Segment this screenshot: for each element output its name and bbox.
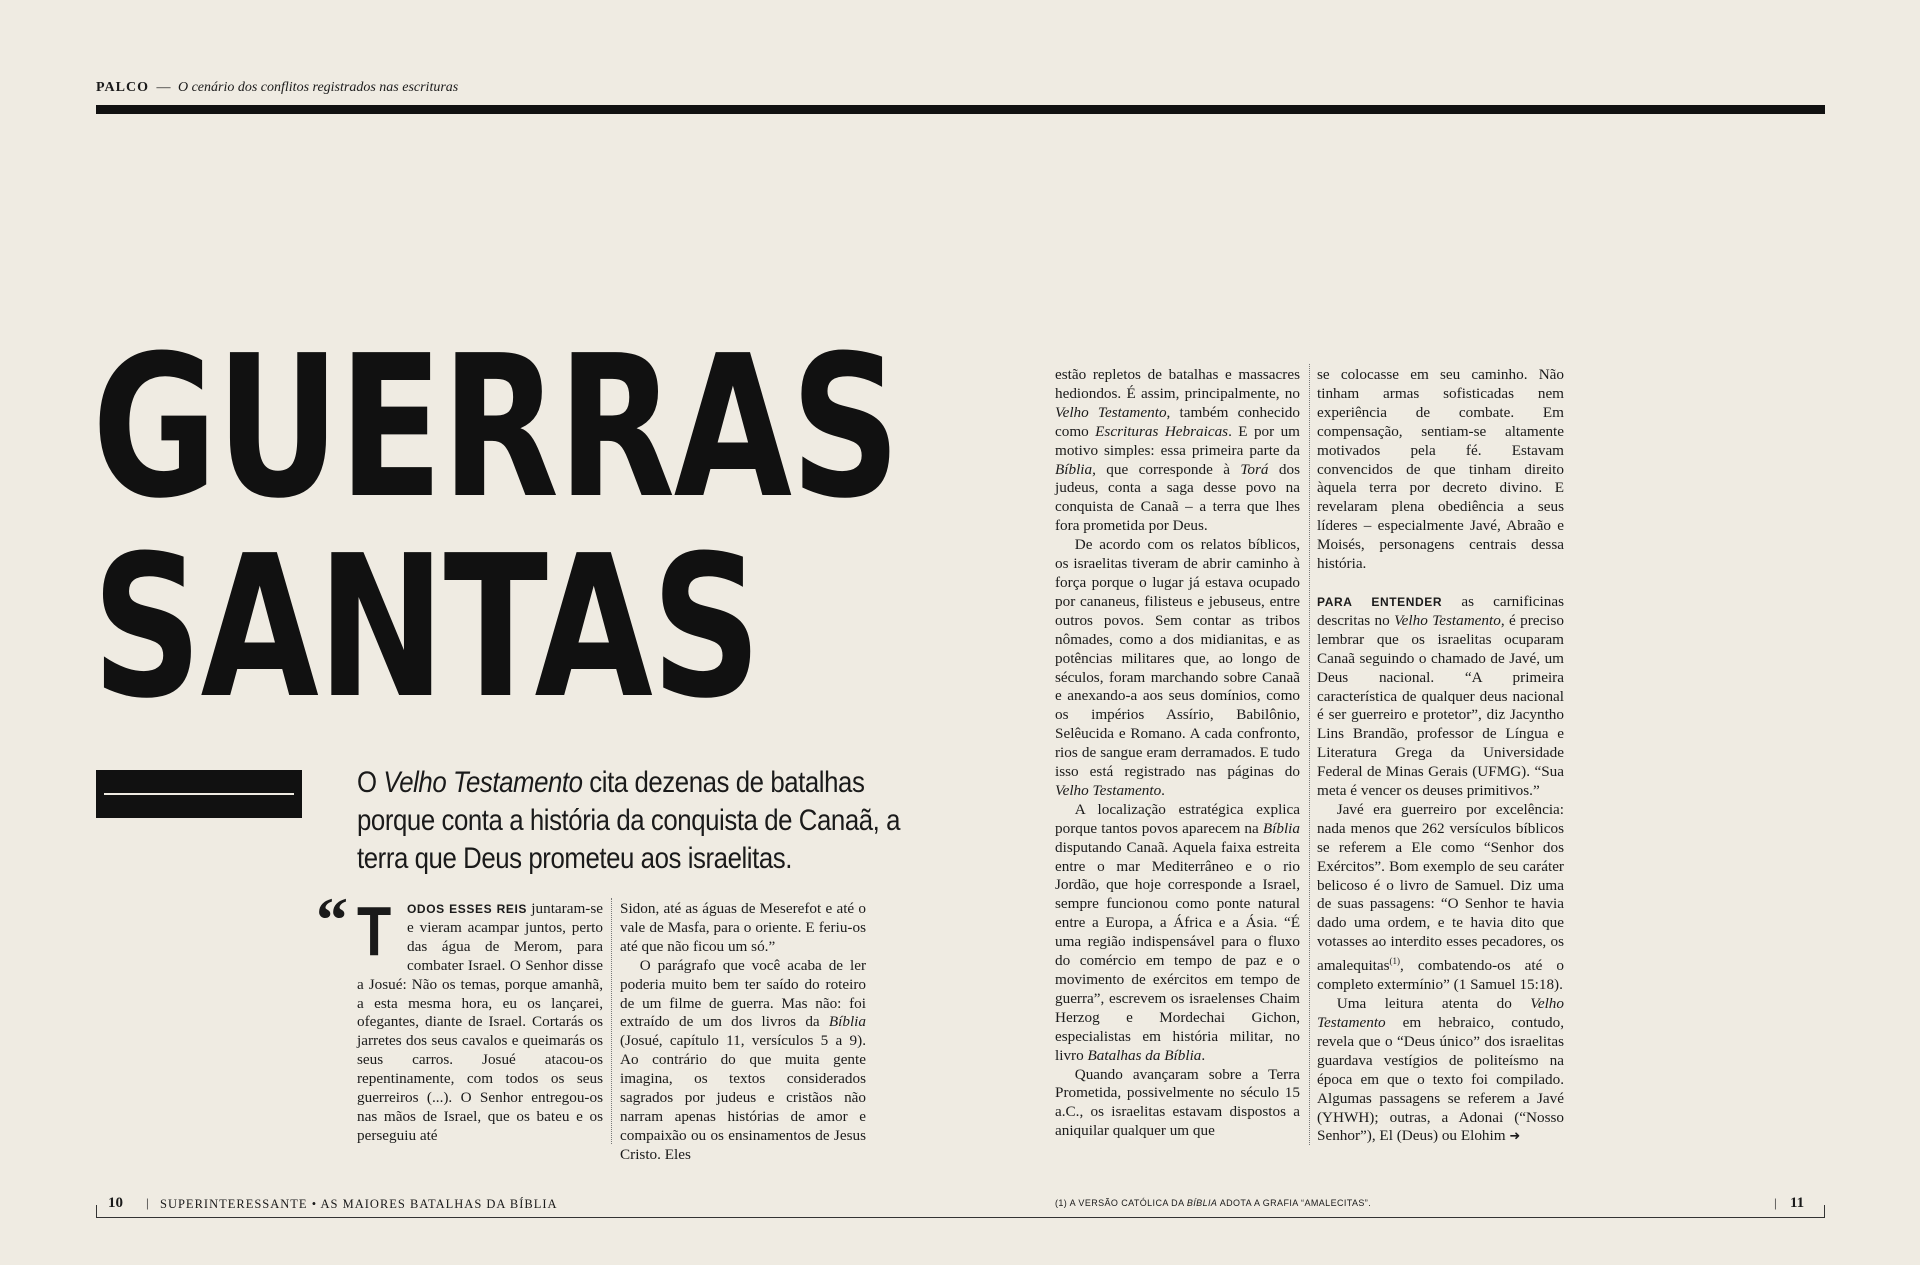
page-number-left: 10 [108, 1195, 123, 1211]
italic-text: Batalhas da Bíblia [1087, 1046, 1202, 1064]
paragraph [1317, 995, 1564, 1147]
text: (Josué, capítulo 11, versículos 5 a 9). Ao contrário do que muita gente imagina, os textos considerados sagrados por judeus e cristãos não narram apenas histórias de amor e compaixão ou os ensinamentos de Jesus Cristo. Eles [620, 1032, 866, 1163]
section-label: PALCO [96, 80, 149, 95]
header-rule [96, 105, 1825, 114]
headline-line-2: SANTAS [92, 514, 760, 742]
footnote [1055, 1198, 1371, 1208]
continue-arrow-icon: ➜ [1509, 1129, 1521, 1145]
text: . [1161, 781, 1165, 799]
paragraph [620, 957, 866, 1165]
footer-separator: | [1774, 1195, 1777, 1210]
text: em hebraico, contudo, revela que o “Deus único” dos israelitas guardava vestígios de politeísmo na época em que o texto foi compilado. Algumas passagens se referem a Javé (YHWH); outras, a Adonai (“Nosso Senhor”), El (Deus) ou Elohim [1317, 1013, 1564, 1145]
text: estão repletos de batalhas e massacres hediondos. É assim, principalmente, no [1055, 366, 1300, 402]
deck-part-2: cita dezenas de batalhas porque conta a história da conquista de Canaã, a terra que Deus prometeu aos israelitas. [357, 766, 901, 875]
lead-in: ODOS ESSES REIS [407, 902, 528, 916]
footer-tick-left [96, 1205, 97, 1217]
page-number-right: 11 [1790, 1195, 1805, 1211]
paragraph [1055, 366, 1300, 536]
paragraph: se colocasse em seu caminho. Não tinham armas sofisticadas nem experiência de combate. Em compensação, sentiam-se altamente motivados pela fé. Estavam convencidos de que tinham direito àquela terra por decreto divino. E revelaram plena obediência a seus líderes – especialmente Javé, Abraão e Moisés, personagens centrais dessa história. [1317, 366, 1564, 573]
article-column-2 [620, 900, 866, 1165]
text: disputando Canaã. Aquela faixa estreita entre o mar Mediterrâneo e o rio Jordão, que hoje corresponde a Israel, sempre funcionou como ponte natural entre a Europa, a África e a Ásia. “É uma região indispensável para o fluxo do comércio em tempo de paz e o movimento de exércitos em tempo de guerra”, escrevem os israelenses Chaim Herzog e Mordechai Gichon, especialistas em história militar, no livro [1055, 838, 1300, 1064]
text: , que corresponde à [1092, 460, 1241, 478]
text: O parágrafo que você acaba de ler poderia muito bem ter saído do roteiro de um filme de guerra. Mas não: foi extraído de um dos livros da [620, 956, 866, 1031]
column-divider [1309, 364, 1310, 1145]
italic-text: Bíblia [1055, 460, 1093, 478]
italic-text: Torá [1240, 460, 1269, 478]
header-dash: — [156, 80, 171, 95]
italic-text: Velho Testamento [1055, 781, 1162, 799]
headline [92, 314, 900, 742]
section-subtitle: O cenário dos conflitos registrados nas escrituras [177, 80, 459, 95]
footer-separator: | [146, 1195, 149, 1210]
text: (1) A VERSÃO CATÓLICA DA [1055, 1198, 1187, 1208]
text: . E por um motivo simples: essa primeira parte da [1055, 422, 1300, 459]
text: , é preciso lembrar que os israelitas ocuparam Canaã seguindo o chamado de Javé, um Deus nacional. “A primeira característica de qualquer deus nacional é ser guerreiro e protetor”, diz Jacyntho Lins Brandão, professor de Língua e Literatura Grega da Universidade Federal de Minas Gerais (UFMG). “Sua meta é vencer os deuses primitivos.” [1317, 611, 1564, 800]
opening-quote-mark: “ [316, 884, 348, 955]
text: , também conhecido como [1055, 403, 1300, 440]
deck-text [357, 764, 916, 878]
article-column-4 [1317, 366, 1564, 1147]
paragraph: Sidon, até as águas de Meserefot e até o vale de Masfa, para o oriente. E feriu-os até que não ficou um só.” [620, 900, 866, 955]
paragraph [1055, 536, 1300, 801]
deck-part-1: O [357, 766, 384, 799]
text: , combatendo-os até o completo extermínio” (1 Samuel 15:18). [1317, 957, 1564, 994]
italic-text: BÍBLIA [1186, 1198, 1218, 1208]
article-column-3 [1055, 366, 1300, 1141]
text: Uma leitura atenta do [1336, 995, 1531, 1013]
footnote-marker: (1) [1389, 956, 1401, 967]
ornament-inner-line [104, 793, 294, 795]
article-column-1 [357, 892, 603, 1146]
footer-tick-right [1824, 1205, 1825, 1217]
paragraph [1055, 801, 1300, 1066]
lead-in: PARA ENTENDER [1317, 594, 1443, 609]
italic-text: Bíblia [828, 1013, 866, 1031]
italic-text: Velho Testamento [1317, 995, 1564, 1031]
publication-line: SUPERINTERESSANTE • AS MAIORES BATALHAS DA BÍBLIA [160, 1197, 558, 1211]
text: as carnificinas descritas no [1317, 592, 1564, 629]
text: De acordo com os relatos bíblicos, os israelitas tiveram de abrir caminho à força porque o lugar já estava ocupado por cananeus, filisteus e jebuseus, entre outros povos. Sem contar as tribos nômades, como a dos midianitas, e as potências militares que, ao longo de séculos, foram marchando sobre Canaã e anexando-a aos seus domínios, como os impérios Assírio, Babilônio, Selêucida e Romano. A cada confronto, rios de sangue eram derramados. E tudo isso está registrado nas páginas do [1055, 536, 1300, 781]
deck-italic: Velho Testamento [383, 766, 583, 799]
paragraph: Quando avançaram sobre a Terra Prometida, possivelmente no século 15 a.C., os israelitas estavam dispostos a aniquilar qualquer um que [1055, 1065, 1300, 1140]
drop-cap: T [357, 892, 392, 970]
italic-text: Velho Testamento [1394, 611, 1501, 629]
headline-line-1: GUERRAS [92, 314, 900, 542]
italic-text: Escrituras Hebraicas [1095, 422, 1229, 440]
deck-ornament-bar [96, 770, 302, 818]
paragraph [1317, 593, 1564, 801]
paragraph [1317, 801, 1564, 995]
italic-text: Bíblia [1262, 819, 1300, 837]
paragraph-text: juntaram-se e vieram acampar juntos, perto das água de Merom, para combater Israel. O Senhor disse a Josué: Não os temas, porque amanhã, a esta mesma hora, eu os lançarei, ofegantes, diante de Israel. Cortarás os jarretes dos seus cavalos e queimarás os seus carros. Josué atacou-os repentinamente, com todos os seus guerreiros (...). O Senhor entregou-os nas mãos de Israel, que os bateu e os perseguiu até [357, 900, 603, 1144]
italic-text: Velho Testamento [1055, 403, 1167, 421]
text: A localização estratégica explica porque tantos povos aparecem na [1055, 800, 1300, 837]
paragraph [357, 892, 603, 1146]
footer-rule [96, 1217, 1825, 1218]
text: dos judeus, conta a saga desse povo na conquista de Canaã – a terra que lhes fora prometida por Deus. [1055, 460, 1300, 535]
column-divider [611, 898, 612, 1144]
text: ADOTA A GRAFIA “AMALECITAS”. [1217, 1198, 1372, 1208]
text: . [1201, 1046, 1206, 1064]
running-header [96, 80, 1826, 96]
text: Javé era guerreiro por excelência: nada menos que 262 versículos bíblicos se referem a Ele como “Senhor dos Exércitos”. Bom exemplo de seu caráter belicoso é o livro de Samuel. Diz uma de suas passagens: “O Senhor te havia dado uma ordem, e te havia dito que votasses ao interdito esses pecadores, os amalequitas [1317, 800, 1564, 975]
